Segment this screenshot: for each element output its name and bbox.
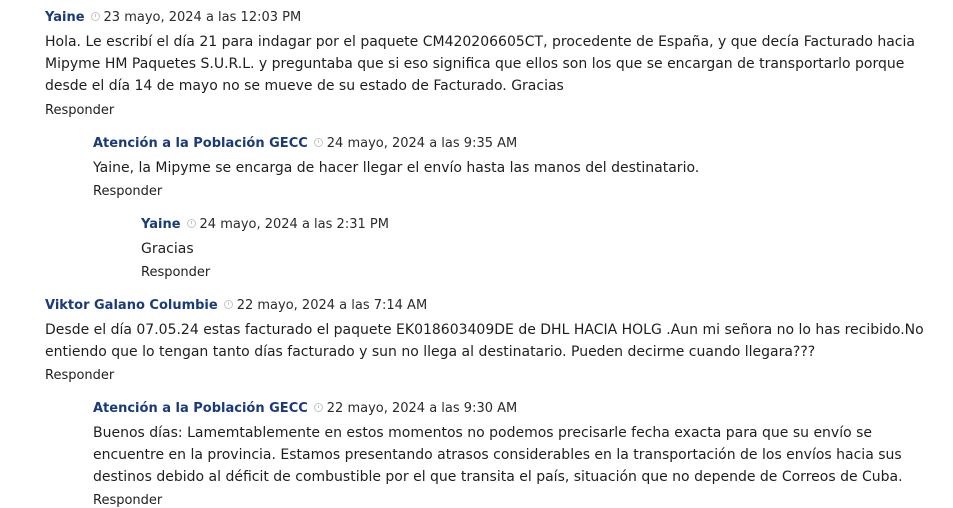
comment-date[interactable]: 23 mayo, 2024 a las 12:03 PM [103,10,302,25]
comment-line: Desde el día 07.05.24 estas facturado el paquete EK018603409DE de DHL HACIA HOLG .Aun mi señora no lo has recibido.No [45,322,924,338]
comment-date[interactable]: 22 mayo, 2024 a las 9:30 AM [326,401,518,416]
reply-button[interactable]: Responder [45,103,115,118]
comment [93,401,903,488]
reply-button[interactable]: Responder [141,265,211,280]
comment [93,136,699,179]
comment-line: encuentre en la provincia. Estamos presentando atrasos considerables en la transportación de los envíos hacia sus [93,447,902,463]
comment-line: entiendo que lo tengan tanto días facturado y sun no llega al destinatario. Pueden decirme cuando llegara??? [45,344,816,360]
comment-date[interactable]: 24 mayo, 2024 a las 9:35 AM [326,136,518,151]
comment-line: Buenos días: Lamemtablemente en estos momentos no podemos precisarle fecha exacta para que su envío se [93,425,873,441]
comment-author[interactable]: Viktor Galano Columbie [45,298,218,313]
clock-icon [187,219,196,228]
comment-meta [141,217,389,233]
comment [45,298,924,363]
clock-icon [224,300,233,309]
comment-line: destinos debido al déficit de combustible por el que transita el país, situación que no depende de Correos de Cuba. [93,469,903,485]
comment-line: desde el día 14 de mayo no se mueve de su estado de Facturado. Gracias [45,78,564,94]
comment-author[interactable]: Yaine [45,10,85,25]
comment-line: Yaine, la Mipyme se encarga de hacer llegar el envío hasta las manos del destinatario. [93,160,700,176]
clock-icon [314,403,323,412]
comment-text [141,238,389,260]
comment-date[interactable]: 24 mayo, 2024 a las 2:31 PM [199,217,389,232]
reply-button[interactable]: Responder [45,368,115,383]
comment-line: Gracias [141,241,194,257]
comment-text [45,319,924,363]
comment-text [45,31,915,97]
comment-meta [45,298,924,314]
comment-line: Hola. Le escribí el día 21 para indagar por el paquete CM420206605CT, procedente de España, y que decía Facturado hacia [45,34,915,50]
comment-meta [45,10,915,26]
reply-button[interactable]: Responder [93,493,163,508]
comment-text [93,157,699,179]
comment-meta [93,401,903,417]
comment-text [93,422,903,488]
comment-author[interactable]: Atención a la Población GECC [93,401,308,416]
comment-author[interactable]: Yaine [141,217,181,232]
clock-icon [91,12,100,21]
comment [141,217,389,260]
comment-line: Mipyme HM Paquetes S.U.R.L. y preguntaba que si eso significa que ellos son los que se encargan de transportarlo porque [45,56,905,72]
reply-button[interactable]: Responder [93,184,163,199]
comment-author[interactable]: Atención a la Población GECC [93,136,308,151]
clock-icon [314,138,323,147]
comment [45,10,915,97]
comment-meta [93,136,699,152]
comment-date[interactable]: 22 mayo, 2024 a las 7:14 AM [236,298,428,313]
